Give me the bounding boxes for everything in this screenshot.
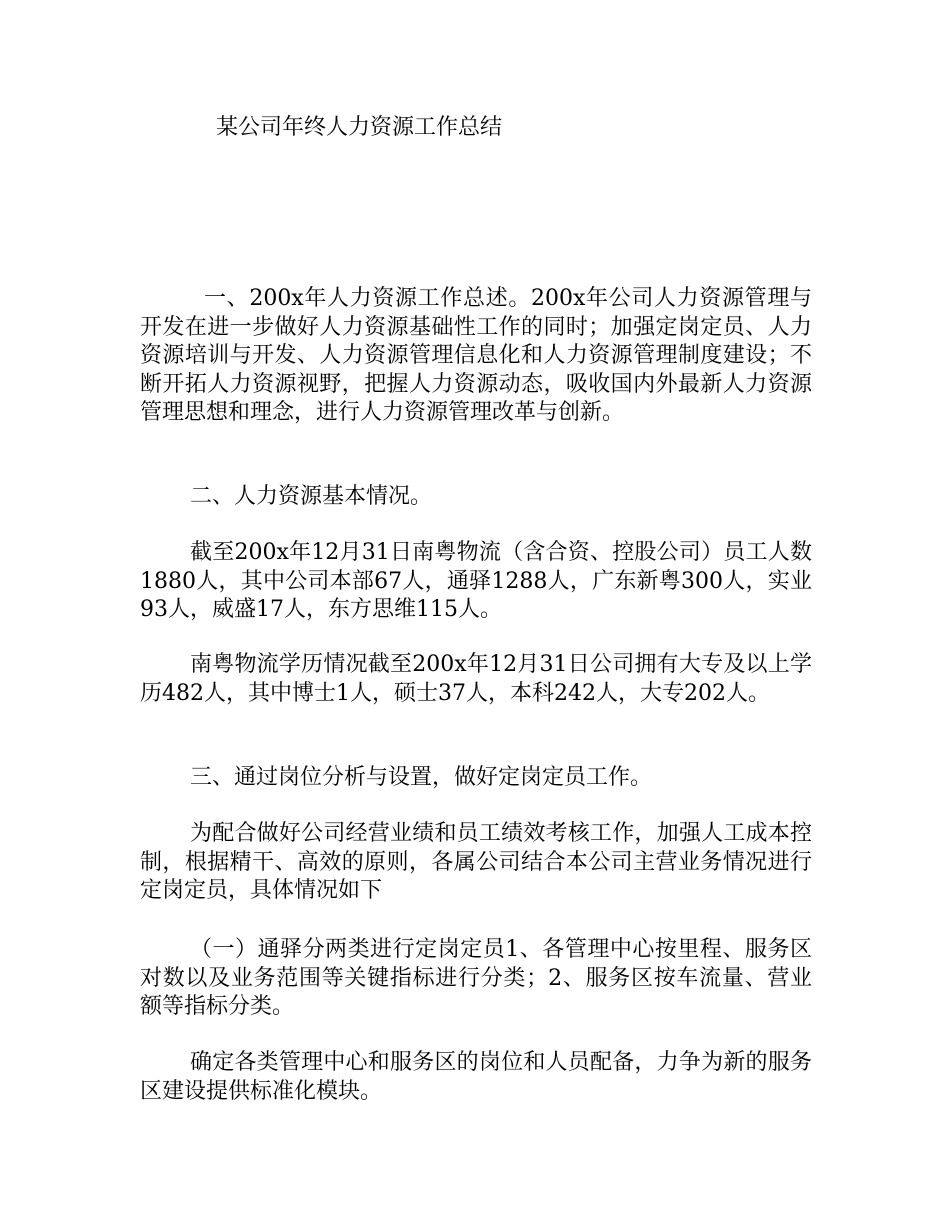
paragraph-tongyi-classification: （一）通驿分两类进行定岗定员1、各管理中心按里程、服务区对数以及业务范围等关键指标进行分类；2、服务区按车流量、营业额等指标分类。 xyxy=(140,937,812,1019)
paragraph-overview: 一、200x年人力资源工作总述。200x年公司人力资源管理与开发在进一步做好人力资源基础性工作的同时；加强定岗定员、人力资源培训与开发、人力资源管理信息化和人力资源管理制度建设；不断开拓人力资源视野，把握人力资源动态，吸收国内外最新人力资源管理思想和理念，进行人力资源管理改革与创新。 xyxy=(140,286,812,425)
document-title: 某公司年终人力资源工作总结 xyxy=(216,115,503,140)
section-heading-job-analysis: 三、通过岗位分析与设置，做好定岗定员工作。 xyxy=(190,765,653,790)
paragraph-headcount: 截至200x年12月31日南粤物流（含合资、控股公司）员工人数1880人，其中公司本部67人，通驿1288人，广东新粤300人，实业93人，威盛17人，东方思维115人。 xyxy=(140,540,812,622)
paragraph-standard-module: 确定各类管理中心和服务区的岗位和人员配备，力争为新的服务区建设提供标准化模块。 xyxy=(140,1050,812,1104)
section-heading-basic-situation: 二、人力资源基本情况。 xyxy=(190,484,433,509)
paragraph-staffing-intro: 为配合做好公司经营业绩和员工绩效考核工作，加强人工成本控制，根据精干、高效的原则，各属公司结合本公司主营业务情况进行定岗定员，具体情况如下 xyxy=(140,821,812,903)
paragraph-education: 南粤物流学历情况截至200x年12月31日公司拥有大专及以上学历482人，其中博士1人，硕士37人，本科242人，大专202人。 xyxy=(140,652,812,706)
